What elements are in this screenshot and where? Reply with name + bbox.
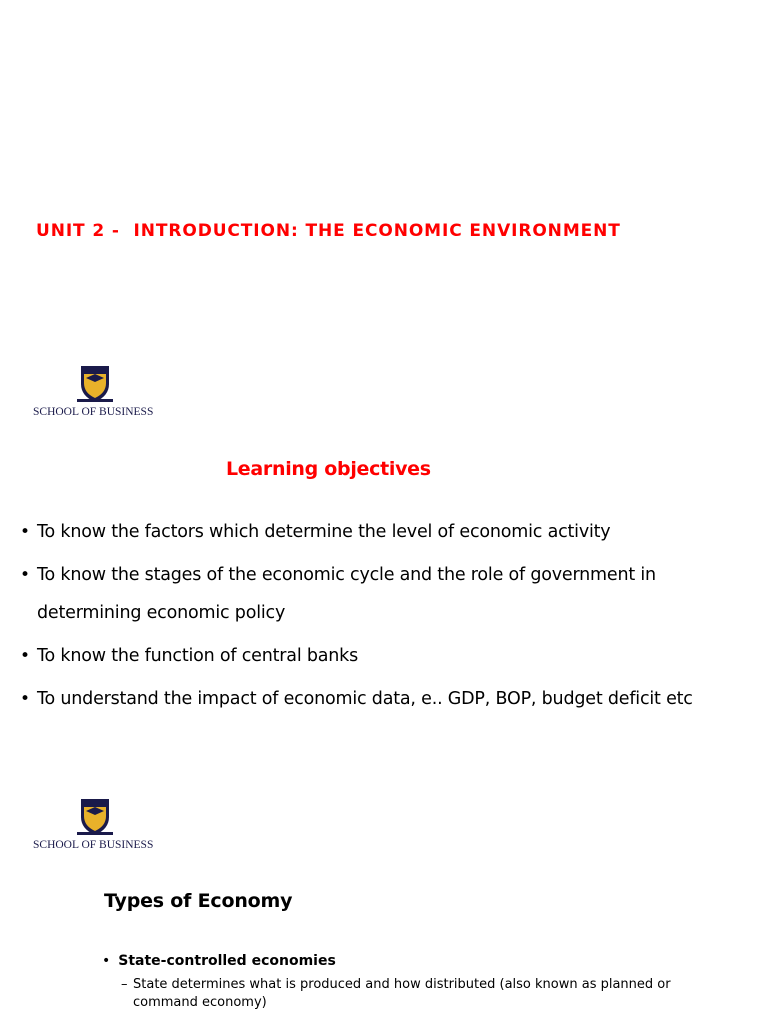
school-of-business-label: SCHOOL OF BUSINESS: [33, 839, 154, 851]
objective-item: • To know the factors which determine the level of economic activity: [20, 522, 611, 542]
objective-item: • To know the stages of the economic cycle and the role of government in determining economic policy: [20, 565, 656, 623]
school-of-business-label: SCHOOL OF BUSINESS: [33, 406, 154, 418]
crest-icon: [77, 797, 113, 839]
objective-item: • To understand the impact of economic data, e.. GDP, BOP, budget deficit etc: [20, 689, 693, 709]
economy-type-bullet: • State-controlled economies: [102, 953, 336, 969]
objectives-list: [20, 513, 750, 723]
types-of-economy-heading: Types of Economy: [104, 890, 293, 912]
unit-title: UNIT 2 - INTRODUCTION: THE ECONOMIC ENVIRONMENT: [36, 221, 621, 241]
economy-type-sub-item: – State determines what is produced and how distributed (also known as planned or command economy): [121, 977, 671, 1010]
learning-objectives-heading: Learning objectives: [226, 458, 431, 480]
crest-icon: [77, 364, 113, 406]
objective-item: • To know the function of central banks: [20, 646, 359, 666]
